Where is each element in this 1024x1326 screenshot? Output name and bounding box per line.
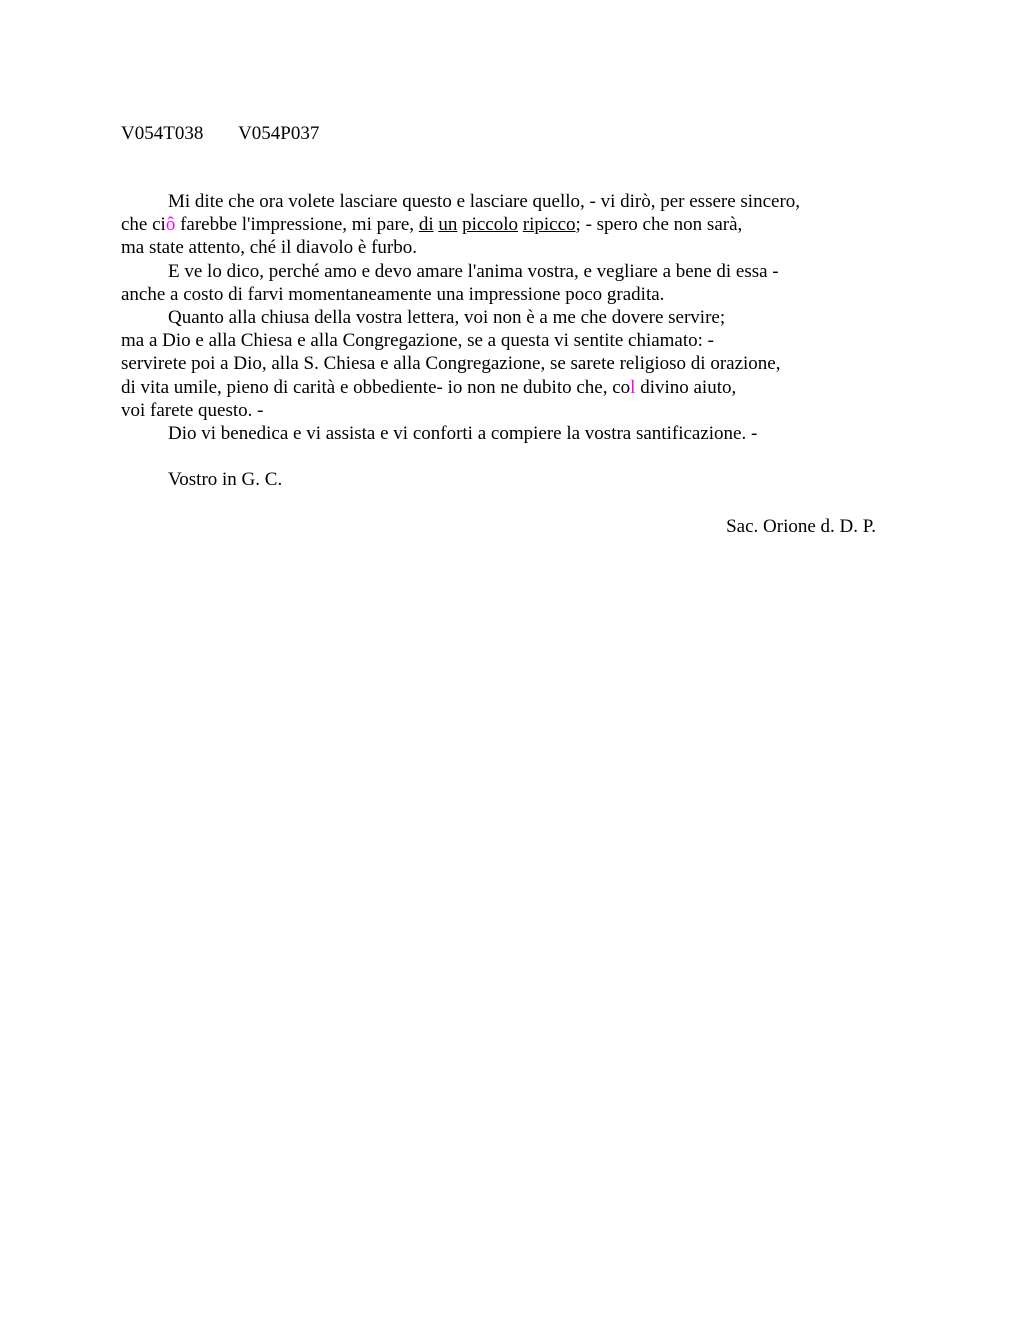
document-header [121,122,319,145]
highlighted-char: ô [165,214,176,236]
signature: Sac. Orione d. D. P. [726,516,876,537]
letter-line-9-end: divino aiuto, [635,376,737,398]
letter-line-2-start: che ci [121,214,166,236]
blank-line [121,445,901,468]
letter-line-7: ma a Dio e alla Chiesa e alla Congregazione, se a questa vi sentite chiamato: - [121,330,714,352]
letter-line-2-end: ; - spero che non sarà, [575,214,743,236]
underlined-word-un: un [438,214,458,236]
letter-line-10: voi farete questo. - [121,399,264,421]
letter-line-2-mid: farebbe l'impressione, mi pare, [175,214,419,236]
letter-line-9-start: di vita umile, pieno di carità e obbediente- io non ne dubito che, co [121,376,631,398]
letter-line-4: E ve lo dico, perché amo e devo amare l'anima vostra, e vegliare a bene di essa - [168,260,779,282]
letter-line-5: anche a costo di farvi momentaneamente una impressione poco gradita. [121,283,665,305]
highlighted-char: l [630,376,636,398]
underlined-word-piccolo: piccolo [462,214,519,236]
letter-line-11: Dio vi benedica e vi assista e vi conforti a compiere la vostra santificazione. - [168,422,758,444]
underlined-word-ripicco: ripicco [522,214,576,236]
letter-line-1: Mi dite che ora volete lasciare questo e lasciare quello, - vi dirò, per essere sincero, [168,191,801,212]
volume-code-p: V054P037 [238,123,320,144]
letter-line-2 [121,213,901,236]
letter-line-8: servirete poi a Dio, alla S. Chiesa e alla Congregazione, se sarete religioso di orazione, [121,353,781,375]
letter-line-3: ma state attento, ché il diavolo è furbo. [121,237,417,259]
letter-closing: Vostro in G. C. [168,469,283,491]
letter-line-6: Quanto alla chiusa della vostra lettera, voi non è a me che dovere servire; [168,306,726,328]
letter-body [121,190,901,491]
volume-code-t: V054T038 [121,123,204,144]
underlined-word-di: di [418,214,434,236]
letter-line-9 [121,376,901,399]
